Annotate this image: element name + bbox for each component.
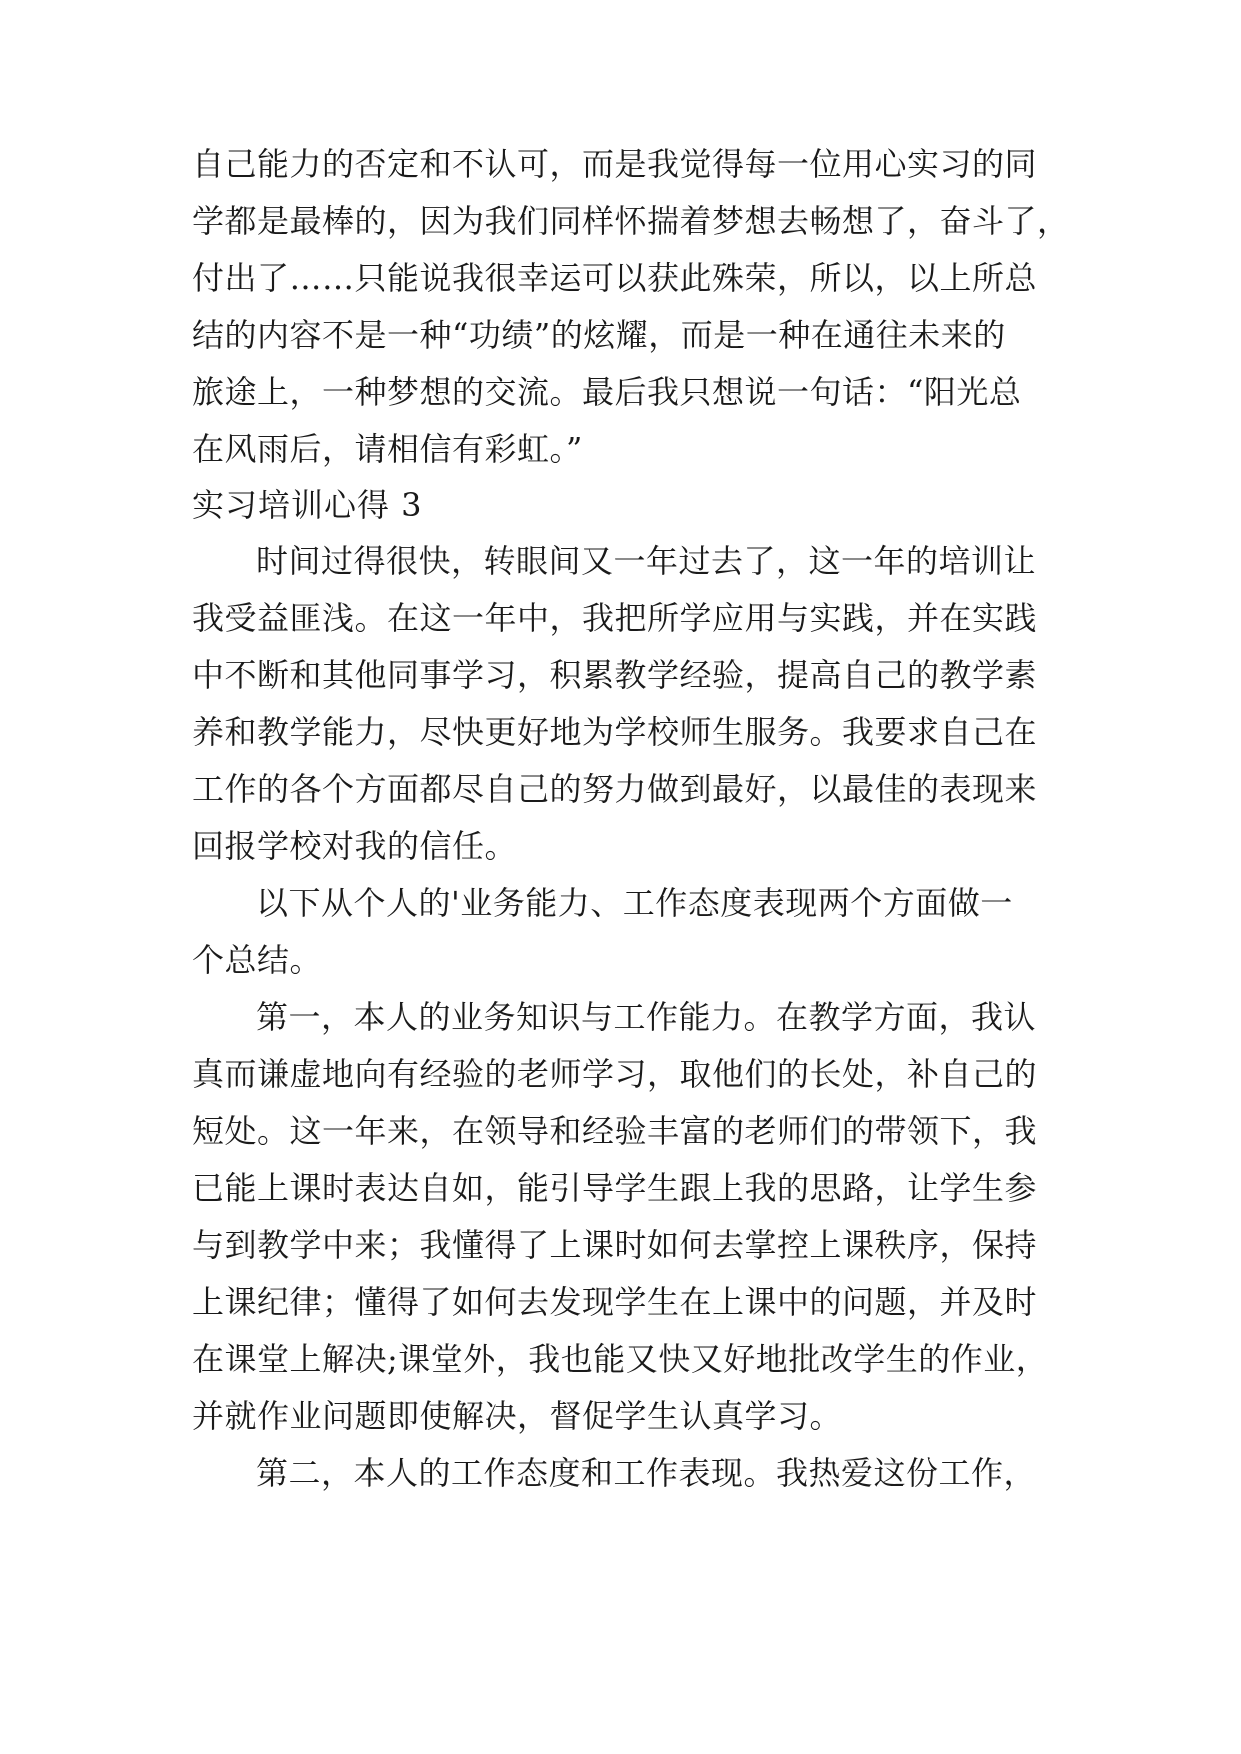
text-line: 旅途上，一种梦想的交流。最后我只想说一句话：“阳光总 <box>192 373 1022 411</box>
text-line: 我受益匪浅。在这一年中，我把所学应用与实践，并在实践 <box>192 599 1038 637</box>
text-line: 真而谦虚地向有经验的老师学习，取他们的长处，补自己的 <box>192 1055 1038 1093</box>
text-line: 中不断和其他同事学习，积累教学经验，提高自己的教学素 <box>192 656 1038 694</box>
text-line: 个总结。 <box>192 941 323 979</box>
text-line: 与到教学中来；我懂得了上课时如何去掌控上课秩序，保持 <box>192 1226 1038 1264</box>
text-line: 自己能力的否定和不认可，而是我觉得每一位用心实习的同 <box>192 145 1038 183</box>
text-line: 工作的各个方面都尽自己的努力做到最好，以最佳的表现来 <box>192 770 1038 808</box>
text-line: 上课纪律；懂得了如何去发现学生在上课中的问题，并及时 <box>192 1283 1038 1321</box>
text-line: 在课堂上解决;课堂外，我也能又快又好地批改学生的作业， <box>192 1340 1049 1378</box>
text-line: 养和教学能力，尽快更好地为学校师生服务。我要求自己在 <box>192 713 1038 751</box>
text-line: 学都是最棒的，因为我们同样怀揣着梦想去畅想了，奋斗了， <box>192 202 1070 240</box>
text-line: 第二，本人的工作态度和工作表现。我热爱这份工作， <box>256 1454 1037 1492</box>
text-line: 回报学校对我的信任。 <box>192 827 518 865</box>
text-line: 已能上课时表达自如，能引导学生跟上我的思路，让学生参 <box>192 1169 1038 1207</box>
text-line: 结的内容不是一种“功绩”的炫耀，而是一种在通往未来的 <box>192 316 1006 354</box>
text-line: 时间过得很快，转眼间又一年过去了，这一年的培训让 <box>256 542 1037 580</box>
section-heading: 实习培训心得 3 <box>192 486 423 524</box>
text-line: 第一，本人的业务知识与工作能力。在教学方面，我认 <box>256 998 1037 1036</box>
text-line: 付出了……只能说我很幸运可以获此殊荣，所以，以上所总 <box>192 259 1038 297</box>
text-line: 并就作业问题即使解决，督促学生认真学习。 <box>192 1397 843 1435</box>
text-line: 以下从个人的'业务能力、工作态度表现两个方面做一 <box>256 884 1013 922</box>
text-line: 短处。这一年来，在领导和经验丰富的老师们的带领下，我 <box>192 1112 1038 1150</box>
text-line: 在风雨后，请相信有彩虹。” <box>192 430 583 468</box>
